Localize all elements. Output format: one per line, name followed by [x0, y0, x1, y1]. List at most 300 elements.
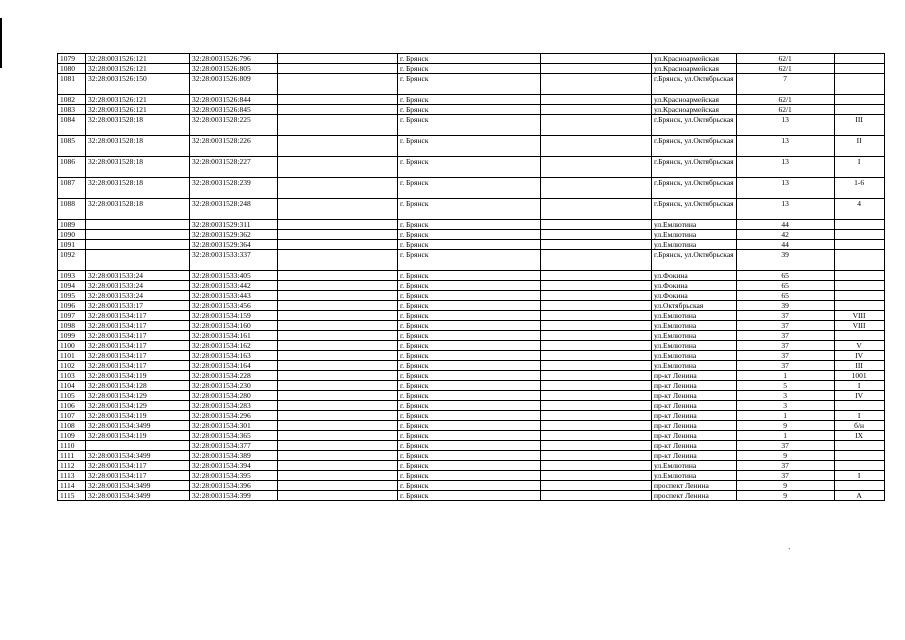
city-cell: г. Брянск	[398, 441, 541, 451]
row-number: 1109	[58, 431, 86, 441]
street-cell: г.Брянск, ул.Октябрьская	[652, 199, 737, 220]
table-row	[58, 331, 885, 341]
table-row	[58, 74, 885, 95]
unit-number: II	[834, 136, 884, 157]
table-row	[58, 54, 885, 64]
object-cadastral-number: 32:28:0031534:160	[190, 321, 278, 331]
empty-cell	[541, 311, 652, 321]
parcel-cadastral-number	[86, 441, 190, 451]
table-row	[58, 451, 885, 461]
object-cadastral-number: 32:28:0031526:844	[190, 95, 278, 105]
unit-number: б/н	[834, 421, 884, 431]
table-row	[58, 471, 885, 481]
city-cell: г. Брянск	[398, 361, 541, 371]
parcel-cadastral-number: 32:28:0031534:117	[86, 321, 190, 331]
empty-cell	[541, 481, 652, 491]
empty-cell	[278, 105, 398, 115]
row-number: 1088	[58, 199, 86, 220]
street-cell: ул.Емлютина	[652, 461, 737, 471]
house-number: 13	[736, 178, 834, 199]
object-cadastral-number: 32:28:0031533:405	[190, 271, 278, 281]
parcel-cadastral-number: 32:28:0031528:18	[86, 157, 190, 178]
unit-number: A	[834, 491, 884, 501]
parcel-cadastral-number: 32:28:0031533:24	[86, 281, 190, 291]
row-number: 1112	[58, 461, 86, 471]
house-number: 65	[736, 281, 834, 291]
street-cell: пр-кт Ленина	[652, 441, 737, 451]
empty-cell	[541, 271, 652, 281]
object-cadastral-number: 32:28:0031528:225	[190, 115, 278, 136]
empty-cell	[278, 391, 398, 401]
unit-number	[834, 230, 884, 240]
street-cell: ул.Красноармейская	[652, 95, 737, 105]
street-cell: ул.Емлютина	[652, 220, 737, 230]
empty-cell	[541, 230, 652, 240]
city-cell: г. Брянск	[398, 64, 541, 74]
empty-cell	[278, 281, 398, 291]
house-number: 13	[736, 136, 834, 157]
row-number: 1084	[58, 115, 86, 136]
empty-cell	[278, 64, 398, 74]
street-cell: ул.Емлютина	[652, 361, 737, 371]
city-cell: г. Брянск	[398, 136, 541, 157]
table-row	[58, 178, 885, 199]
parcel-cadastral-number: 32:28:0031534:117	[86, 311, 190, 321]
street-cell: ул.Фокина	[652, 271, 737, 281]
object-cadastral-number: 32:28:0031528:239	[190, 178, 278, 199]
table-row	[58, 351, 885, 361]
empty-cell	[278, 136, 398, 157]
street-cell: ул.Октябрьская	[652, 301, 737, 311]
empty-cell	[278, 471, 398, 481]
empty-cell	[278, 54, 398, 64]
table-row	[58, 391, 885, 401]
house-number: 44	[736, 240, 834, 250]
empty-cell	[278, 441, 398, 451]
parcel-cadastral-number: 32:28:0031534:128	[86, 381, 190, 391]
unit-number	[834, 481, 884, 491]
row-number: 1096	[58, 301, 86, 311]
parcel-cadastral-number: 32:28:0031534:117	[86, 331, 190, 341]
empty-cell	[278, 301, 398, 311]
unit-number	[834, 74, 884, 95]
empty-cell	[541, 291, 652, 301]
street-cell: ул.Емлютина	[652, 230, 737, 240]
empty-cell	[278, 230, 398, 240]
empty-cell	[278, 291, 398, 301]
object-cadastral-number: 32:28:0031533:456	[190, 301, 278, 311]
table-row	[58, 311, 885, 321]
house-number: 13	[736, 157, 834, 178]
row-number: 1082	[58, 95, 86, 105]
object-cadastral-number: 32:28:0031526:796	[190, 54, 278, 64]
unit-number	[834, 461, 884, 471]
object-cadastral-number: 32:28:0031534:399	[190, 491, 278, 501]
street-cell: ул.Емлютина	[652, 471, 737, 481]
object-cadastral-number: 32:28:0031526:809	[190, 74, 278, 95]
street-cell: проспект Ленина	[652, 491, 737, 501]
empty-cell	[541, 461, 652, 471]
empty-cell	[278, 115, 398, 136]
row-number: 1080	[58, 64, 86, 74]
house-number: 62/1	[736, 64, 834, 74]
house-number: 9	[736, 481, 834, 491]
street-cell: г.Брянск, ул.Октябрьская	[652, 74, 737, 95]
row-number: 1113	[58, 471, 86, 481]
empty-cell	[278, 240, 398, 250]
table-row	[58, 341, 885, 351]
house-number: 1	[736, 411, 834, 421]
parcel-cadastral-number: 32:28:0031526:121	[86, 54, 190, 64]
row-number: 1089	[58, 220, 86, 230]
table-row	[58, 491, 885, 501]
row-number: 1087	[58, 178, 86, 199]
empty-cell	[541, 451, 652, 461]
parcel-cadastral-number: 32:28:0031526:121	[86, 95, 190, 105]
table-row	[58, 115, 885, 136]
empty-cell	[541, 411, 652, 421]
city-cell: г. Брянск	[398, 115, 541, 136]
unit-number: VIII	[834, 321, 884, 331]
city-cell: г. Брянск	[398, 331, 541, 341]
unit-number	[834, 220, 884, 230]
unit-number	[834, 95, 884, 105]
city-cell: г. Брянск	[398, 481, 541, 491]
empty-cell	[541, 157, 652, 178]
unit-number: I	[834, 157, 884, 178]
street-cell: ул.Емлютина	[652, 321, 737, 331]
table-row	[58, 301, 885, 311]
empty-cell	[278, 95, 398, 105]
city-cell: г. Брянск	[398, 230, 541, 240]
empty-cell	[541, 250, 652, 271]
house-number: 62/1	[736, 54, 834, 64]
city-cell: г. Брянск	[398, 54, 541, 64]
street-cell: пр-кт Ленина	[652, 401, 737, 411]
house-number: 39	[736, 301, 834, 311]
row-number: 1115	[58, 491, 86, 501]
object-cadastral-number: 32:28:0031529:364	[190, 240, 278, 250]
street-cell: ул.Фокина	[652, 291, 737, 301]
house-number: 39	[736, 250, 834, 271]
empty-cell	[278, 421, 398, 431]
row-number: 1099	[58, 331, 86, 341]
row-number: 1111	[58, 451, 86, 461]
empty-cell	[541, 441, 652, 451]
unit-number: 1001	[834, 371, 884, 381]
empty-cell	[278, 199, 398, 220]
house-number: 9	[736, 451, 834, 461]
row-number: 1103	[58, 371, 86, 381]
object-cadastral-number: 32:28:0031529:311	[190, 220, 278, 230]
parcel-cadastral-number: 32:28:0031534:129	[86, 401, 190, 411]
table-row	[58, 361, 885, 371]
table-row	[58, 411, 885, 421]
parcel-cadastral-number: 32:28:0031534:119	[86, 371, 190, 381]
row-number: 1097	[58, 311, 86, 321]
table-row	[58, 481, 885, 491]
street-cell: ул.Емлютина	[652, 311, 737, 321]
house-number: 37	[736, 311, 834, 321]
row-number: 1098	[58, 321, 86, 331]
empty-cell	[541, 178, 652, 199]
city-cell: г. Брянск	[398, 471, 541, 481]
city-cell: г. Брянск	[398, 491, 541, 501]
city-cell: г. Брянск	[398, 281, 541, 291]
empty-cell	[278, 250, 398, 271]
city-cell: г. Брянск	[398, 157, 541, 178]
street-cell: проспект Ленина	[652, 481, 737, 491]
row-number: 1101	[58, 351, 86, 361]
object-cadastral-number: 32:28:0031529:362	[190, 230, 278, 240]
city-cell: г. Брянск	[398, 220, 541, 230]
empty-cell	[278, 401, 398, 411]
house-number: 9	[736, 491, 834, 501]
parcel-cadastral-number: 32:28:0031526:121	[86, 105, 190, 115]
house-number: 37	[736, 351, 834, 361]
empty-cell	[541, 115, 652, 136]
empty-cell	[541, 391, 652, 401]
row-number: 1079	[58, 54, 86, 64]
city-cell: г. Брянск	[398, 321, 541, 331]
table-row	[58, 157, 885, 178]
street-cell: пр-кт Ленина	[652, 391, 737, 401]
row-number: 1092	[58, 250, 86, 271]
row-number: 1114	[58, 481, 86, 491]
object-cadastral-number: 32:28:0031534:395	[190, 471, 278, 481]
parcel-cadastral-number: 32:28:0031533:24	[86, 291, 190, 301]
house-number: 1	[736, 431, 834, 441]
street-cell: г.Брянск, ул.Октябрьская	[652, 115, 737, 136]
house-number: 3	[736, 391, 834, 401]
empty-cell	[541, 331, 652, 341]
empty-cell	[541, 301, 652, 311]
house-number: 37	[736, 321, 834, 331]
unit-number: IV	[834, 391, 884, 401]
unit-number	[834, 281, 884, 291]
unit-number	[834, 271, 884, 281]
parcel-cadastral-number: 32:28:0031528:18	[86, 199, 190, 220]
house-number: 62/1	[736, 105, 834, 115]
empty-cell	[541, 351, 652, 361]
street-cell: г.Брянск, ул.Октябрьская	[652, 178, 737, 199]
row-number: 1100	[58, 341, 86, 351]
object-cadastral-number: 32:28:0031528:227	[190, 157, 278, 178]
parcel-cadastral-number	[86, 220, 190, 230]
house-number: 37	[736, 441, 834, 451]
table-row	[58, 461, 885, 471]
unit-number: IX	[834, 431, 884, 441]
house-number: 7	[736, 74, 834, 95]
city-cell: г. Брянск	[398, 291, 541, 301]
table-row	[58, 64, 885, 74]
row-number: 1095	[58, 291, 86, 301]
city-cell: г. Брянск	[398, 341, 541, 351]
empty-cell	[278, 178, 398, 199]
city-cell: г. Брянск	[398, 240, 541, 250]
parcel-cadastral-number	[86, 240, 190, 250]
table-row	[58, 381, 885, 391]
empty-cell	[278, 351, 398, 361]
street-cell: ул.Красноармейская	[652, 64, 737, 74]
object-cadastral-number: 32:28:0031534:164	[190, 361, 278, 371]
empty-cell	[541, 401, 652, 411]
street-cell: пр-кт Ленина	[652, 381, 737, 391]
unit-number	[834, 240, 884, 250]
object-cadastral-number: 32:28:0031534:280	[190, 391, 278, 401]
table-row	[58, 271, 885, 281]
city-cell: г. Брянск	[398, 421, 541, 431]
row-number: 1105	[58, 391, 86, 401]
row-number: 1106	[58, 401, 86, 411]
object-cadastral-number: 32:28:0031534:159	[190, 311, 278, 321]
house-number: 44	[736, 220, 834, 230]
empty-cell	[541, 341, 652, 351]
object-cadastral-number: 32:28:0031534:396	[190, 481, 278, 491]
street-cell: пр-кт Ленина	[652, 411, 737, 421]
object-cadastral-number: 32:28:0031534:230	[190, 381, 278, 391]
table-row	[58, 220, 885, 230]
city-cell: г. Брянск	[398, 411, 541, 421]
parcel-cadastral-number: 32:28:0031534:3499	[86, 491, 190, 501]
row-number: 1094	[58, 281, 86, 291]
object-cadastral-number: 32:28:0031526:845	[190, 105, 278, 115]
row-number: 1090	[58, 230, 86, 240]
empty-cell	[278, 220, 398, 230]
row-number: 1104	[58, 381, 86, 391]
empty-cell	[541, 220, 652, 230]
street-cell: ул.Емлютина	[652, 351, 737, 361]
parcel-cadastral-number: 32:28:0031528:18	[86, 178, 190, 199]
table-row	[58, 441, 885, 451]
house-number: 37	[736, 331, 834, 341]
city-cell: г. Брянск	[398, 74, 541, 95]
row-number: 1110	[58, 441, 86, 451]
object-cadastral-number: 32:28:0031534:161	[190, 331, 278, 341]
empty-cell	[278, 411, 398, 421]
unit-number	[834, 105, 884, 115]
registry-table	[57, 53, 885, 501]
empty-cell	[278, 451, 398, 461]
object-cadastral-number: 32:28:0031534:163	[190, 351, 278, 361]
empty-cell	[541, 105, 652, 115]
unit-number: III	[834, 361, 884, 371]
street-cell: ул.Красноармейская	[652, 105, 737, 115]
stray-mark: `	[788, 547, 791, 556]
house-number: 1	[736, 371, 834, 381]
object-cadastral-number: 32:28:0031534:162	[190, 341, 278, 351]
city-cell: г. Брянск	[398, 451, 541, 461]
unit-number	[834, 291, 884, 301]
unit-number	[834, 250, 884, 271]
parcel-cadastral-number: 32:28:0031534:117	[86, 341, 190, 351]
empty-cell	[278, 491, 398, 501]
empty-cell	[278, 331, 398, 341]
table-row	[58, 401, 885, 411]
table-row	[58, 431, 885, 441]
empty-cell	[278, 461, 398, 471]
city-cell: г. Брянск	[398, 381, 541, 391]
city-cell: г. Брянск	[398, 311, 541, 321]
row-number: 1085	[58, 136, 86, 157]
street-cell: г.Брянск, ул.Октябрьская	[652, 136, 737, 157]
parcel-cadastral-number: 32:28:0031534:3499	[86, 481, 190, 491]
empty-cell	[278, 431, 398, 441]
empty-cell	[541, 361, 652, 371]
page-edge-mark	[0, 18, 2, 68]
unit-number: IV	[834, 351, 884, 361]
row-number: 1091	[58, 240, 86, 250]
parcel-cadastral-number: 32:28:0031534:117	[86, 351, 190, 361]
empty-cell	[278, 341, 398, 351]
unit-number: V	[834, 341, 884, 351]
city-cell: г. Брянск	[398, 371, 541, 381]
house-number: 37	[736, 461, 834, 471]
empty-cell	[541, 95, 652, 105]
unit-number	[834, 451, 884, 461]
empty-cell	[541, 136, 652, 157]
empty-cell	[278, 381, 398, 391]
city-cell: г. Брянск	[398, 95, 541, 105]
row-number: 1086	[58, 157, 86, 178]
house-number: 65	[736, 271, 834, 281]
city-cell: г. Брянск	[398, 271, 541, 281]
city-cell: г. Брянск	[398, 250, 541, 271]
street-cell: ул.Фокина	[652, 281, 737, 291]
empty-cell	[541, 54, 652, 64]
empty-cell	[278, 311, 398, 321]
house-number: 3	[736, 401, 834, 411]
parcel-cadastral-number: 32:28:0031534:129	[86, 391, 190, 401]
house-number: 5	[736, 381, 834, 391]
house-number: 65	[736, 291, 834, 301]
parcel-cadastral-number: 32:28:0031526:121	[86, 64, 190, 74]
parcel-cadastral-number: 32:28:0031534:3499	[86, 451, 190, 461]
empty-cell	[541, 381, 652, 391]
empty-cell	[278, 271, 398, 281]
empty-cell	[541, 491, 652, 501]
house-number: 37	[736, 341, 834, 351]
street-cell: пр-кт Ленина	[652, 371, 737, 381]
empty-cell	[278, 481, 398, 491]
table-row	[58, 281, 885, 291]
empty-cell	[278, 157, 398, 178]
unit-number	[834, 301, 884, 311]
street-cell: пр-кт Ленина	[652, 421, 737, 431]
object-cadastral-number: 32:28:0031534:394	[190, 461, 278, 471]
city-cell: г. Брянск	[398, 301, 541, 311]
empty-cell	[541, 431, 652, 441]
city-cell: г. Брянск	[398, 178, 541, 199]
parcel-cadastral-number: 32:28:0031534:119	[86, 431, 190, 441]
empty-cell	[278, 371, 398, 381]
house-number: 62/1	[736, 95, 834, 105]
house-number: 13	[736, 115, 834, 136]
unit-number	[834, 441, 884, 451]
street-cell: ул.Емлютина	[652, 331, 737, 341]
parcel-cadastral-number: 32:28:0031534:117	[86, 461, 190, 471]
empty-cell	[278, 74, 398, 95]
unit-number	[834, 401, 884, 411]
empty-cell	[541, 74, 652, 95]
object-cadastral-number: 32:28:0031533:337	[190, 250, 278, 271]
table-row	[58, 230, 885, 240]
parcel-cadastral-number: 32:28:0031533:24	[86, 271, 190, 281]
object-cadastral-number: 32:28:0031534:296	[190, 411, 278, 421]
table-row	[58, 105, 885, 115]
parcel-cadastral-number: 32:28:0031534:3499	[86, 421, 190, 431]
table-row	[58, 95, 885, 105]
